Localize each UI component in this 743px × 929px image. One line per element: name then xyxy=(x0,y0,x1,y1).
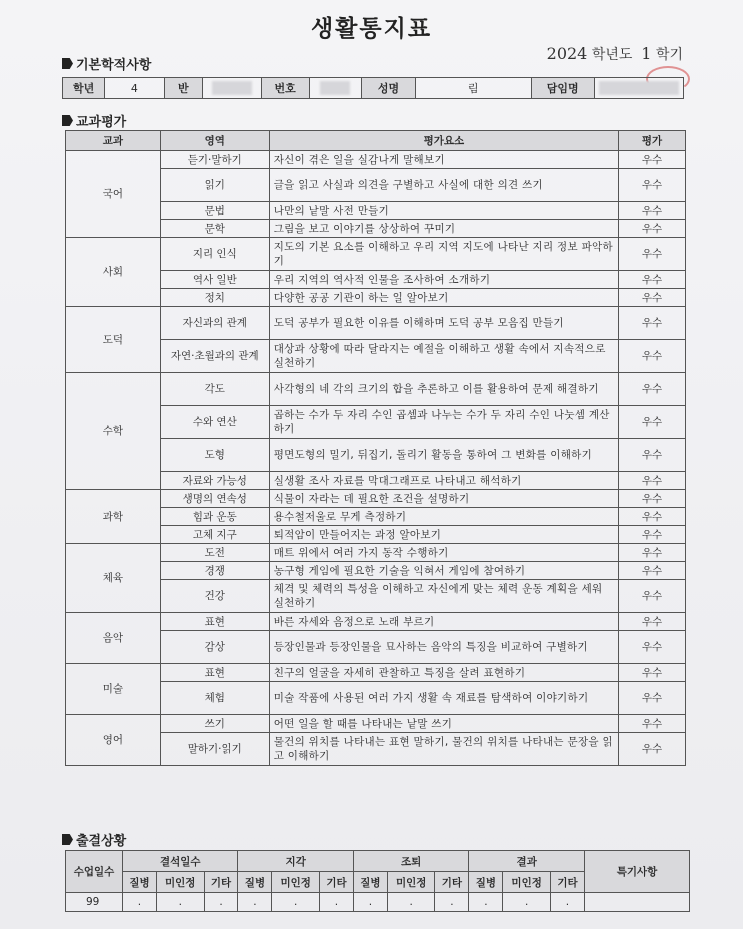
group-late: 지각 xyxy=(238,851,353,872)
subject-cell: 영어 xyxy=(66,715,161,766)
grade-cell: 우수 xyxy=(619,202,686,220)
attendance-subheader: 질병 xyxy=(238,872,272,893)
grade-cell: 우수 xyxy=(619,289,686,307)
area-cell: 자신과의 관계 xyxy=(160,307,269,340)
element-cell: 퇴적암이 만들어지는 과정 알아보기 xyxy=(269,526,618,544)
attendance-subheader: 미인정 xyxy=(272,872,320,893)
grade-cell: 우수 xyxy=(619,340,686,373)
page-title: 생활통지표 xyxy=(310,16,433,42)
grade-cell: 우수 xyxy=(619,526,686,544)
number-value xyxy=(309,78,362,99)
area-cell: 표현 xyxy=(160,613,269,631)
element-cell: 실생활 조사 자료를 막대그래프로 나타내고 해석하기 xyxy=(269,472,618,490)
grade-cell: 우수 xyxy=(619,613,686,631)
area-cell: 건강 xyxy=(160,580,269,613)
attendance-subheader: 미인정 xyxy=(156,872,204,893)
table-row xyxy=(66,715,686,733)
area-cell: 문학 xyxy=(160,220,269,238)
group-absence: 결석일수 xyxy=(123,851,238,872)
attendance-value: . xyxy=(204,893,238,912)
grade-value: 4 xyxy=(105,78,164,99)
attendance-subheader: 미인정 xyxy=(503,872,551,893)
grade-label: 학년 xyxy=(63,78,105,99)
term-semester-label: 학기 xyxy=(655,47,683,63)
subject-cell: 음악 xyxy=(66,613,161,664)
element-cell: 곱하는 수가 두 자리 수인 곱셈과 나누는 수가 두 자리 수인 나눗셈 계산하기 xyxy=(269,406,618,439)
element-cell: 대상과 상황에 따라 달라지는 예절을 이해하고 생활 속에서 지속적으로 실천하기 xyxy=(269,340,618,373)
element-cell: 체격 및 체력의 특성을 이해하고 자신에게 맞는 체력 운동 계획을 세워 실천하기 xyxy=(269,580,618,613)
group-early-leave: 조퇴 xyxy=(353,851,468,872)
col-header-subject: 교과 xyxy=(66,131,161,151)
attendance-subheader: 질병 xyxy=(353,872,387,893)
element-cell: 도덕 공부가 필요한 이유를 이해하며 도덕 공부 모음집 만들기 xyxy=(269,307,618,340)
subject-cell: 체육 xyxy=(66,544,161,613)
table-row xyxy=(66,613,686,631)
term-semester: 1 xyxy=(641,44,652,63)
element-cell: 우리 지역의 역사적 인물을 조사하여 소개하기 xyxy=(269,271,618,289)
area-cell: 말하기·읽기 xyxy=(160,733,269,766)
attendance-value: . xyxy=(238,893,272,912)
grade-cell: 우수 xyxy=(619,169,686,202)
attendance-value: . xyxy=(550,893,584,912)
area-cell: 경쟁 xyxy=(160,562,269,580)
area-cell: 읽기 xyxy=(160,169,269,202)
section-arrow-icon xyxy=(62,58,73,69)
attendance-value: . xyxy=(435,893,469,912)
element-cell: 그림을 보고 이야기를 상상하여 꾸미기 xyxy=(269,220,618,238)
subject-cell: 국어 xyxy=(66,151,161,238)
notes-value xyxy=(585,893,690,912)
attendance-subheader: 기타 xyxy=(204,872,238,893)
element-cell: 미술 작품에 사용된 여러 가지 생활 속 재료를 탐색하여 이야기하기 xyxy=(269,682,618,715)
element-cell: 농구형 게임에 필요한 기술을 익혀서 게임에 참여하기 xyxy=(269,562,618,580)
grade-cell: 우수 xyxy=(619,631,686,664)
name-value-text: 림 xyxy=(467,82,479,95)
name-label: 성명 xyxy=(362,78,416,99)
attendance-values-row xyxy=(66,893,690,912)
area-cell: 표현 xyxy=(160,664,269,682)
attendance-value: . xyxy=(123,893,157,912)
element-cell: 평면도형의 밀기, 뒤집기, 돌리기 활동을 통하여 그 변화를 이해하기 xyxy=(269,439,618,472)
term-line xyxy=(547,44,683,64)
grade-cell: 우수 xyxy=(619,664,686,682)
attendance-value: . xyxy=(469,893,503,912)
term-year: 2024 xyxy=(546,44,588,63)
grade-cell: 우수 xyxy=(619,406,686,439)
attendance-subheader: 미인정 xyxy=(387,872,435,893)
attendance-value: . xyxy=(353,893,387,912)
section-arrow-icon xyxy=(62,115,73,126)
days-label: 수업일수 xyxy=(66,851,123,893)
attendance-subheader: 기타 xyxy=(319,872,353,893)
area-cell: 쓰기 xyxy=(160,715,269,733)
col-header-element: 평가요소 xyxy=(269,131,618,151)
grade-cell: 우수 xyxy=(619,562,686,580)
table-row xyxy=(66,544,686,562)
class-label: 반 xyxy=(164,78,202,99)
element-cell: 사각형의 네 각의 크기의 합을 추론하고 이를 활용하여 문제 해결하기 xyxy=(269,373,618,406)
section-grades-label: 교과평가 xyxy=(76,115,127,130)
subject-cell: 미술 xyxy=(66,664,161,715)
grade-cell: 우수 xyxy=(619,733,686,766)
attendance-subheader: 질병 xyxy=(123,872,157,893)
section-basic xyxy=(62,54,151,73)
area-cell: 도전 xyxy=(160,544,269,562)
element-cell: 매트 위에서 여러 가지 동작 수행하기 xyxy=(269,544,618,562)
area-cell: 힘과 운동 xyxy=(160,508,269,526)
subject-cell: 수학 xyxy=(66,373,161,490)
area-cell: 정치 xyxy=(160,289,269,307)
notes-label: 특기사항 xyxy=(585,851,690,893)
area-cell: 감상 xyxy=(160,631,269,664)
subject-cell: 과학 xyxy=(66,490,161,544)
element-cell: 글을 읽고 사실과 의견을 구별하고 사실에 대한 의견 쓰기 xyxy=(269,169,618,202)
element-cell: 나만의 낱말 사전 만들기 xyxy=(269,202,618,220)
number-label: 번호 xyxy=(261,78,309,99)
area-cell: 역사 일반 xyxy=(160,271,269,289)
area-cell: 지리 인식 xyxy=(160,238,269,271)
grade-cell: 우수 xyxy=(619,472,686,490)
area-cell: 생명의 연속성 xyxy=(160,490,269,508)
grade-cell: 우수 xyxy=(619,307,686,340)
table-row xyxy=(66,238,686,271)
subject-cell: 사회 xyxy=(66,238,161,307)
element-cell: 어떤 일을 할 때를 나타내는 낱말 쓰기 xyxy=(269,715,618,733)
element-cell: 다양한 공공 기관이 하는 일 알아보기 xyxy=(269,289,618,307)
grades-table-body xyxy=(66,151,686,766)
attendance-subheader: 기타 xyxy=(550,872,584,893)
grade-cell: 우수 xyxy=(619,439,686,472)
grades-table xyxy=(65,130,686,766)
name-value xyxy=(415,78,531,99)
group-result: 결과 xyxy=(469,851,585,872)
element-cell: 물건의 위치를 나타내는 표현 말하기, 물건의 위치를 나타내는 문장을 읽고 이해하기 xyxy=(269,733,618,766)
term-year-label: 학년도 xyxy=(591,47,633,63)
grade-cell: 우수 xyxy=(619,715,686,733)
grade-cell: 우수 xyxy=(619,220,686,238)
area-cell: 문법 xyxy=(160,202,269,220)
attendance-subheader: 기타 xyxy=(435,872,469,893)
attendance-subheader: 질병 xyxy=(469,872,503,893)
attendance-value: . xyxy=(503,893,551,912)
section-attendance-label: 출결상황 xyxy=(76,834,127,849)
days-value: 99 xyxy=(66,893,123,912)
table-row xyxy=(66,490,686,508)
grade-cell: 우수 xyxy=(619,271,686,289)
section-arrow-icon xyxy=(62,834,73,845)
grade-cell: 우수 xyxy=(619,580,686,613)
area-cell: 체험 xyxy=(160,682,269,715)
grade-cell: 우수 xyxy=(619,151,686,169)
class-value xyxy=(202,78,261,99)
area-cell: 고체 지구 xyxy=(160,526,269,544)
table-row xyxy=(66,664,686,682)
basic-info-table xyxy=(62,77,684,99)
subject-cell: 도덕 xyxy=(66,307,161,373)
col-header-area: 영역 xyxy=(160,131,269,151)
area-cell: 자료와 가능성 xyxy=(160,472,269,490)
grade-cell: 우수 xyxy=(619,238,686,271)
area-cell: 수와 연산 xyxy=(160,406,269,439)
grade-cell: 우수 xyxy=(619,490,686,508)
attendance-table xyxy=(65,850,690,912)
element-cell: 용수철저울로 무게 측정하기 xyxy=(269,508,618,526)
table-row xyxy=(66,307,686,340)
col-header-grade: 평가 xyxy=(619,131,686,151)
section-basic-label: 기본학적사항 xyxy=(76,58,152,73)
area-cell: 각도 xyxy=(160,373,269,406)
attendance-value: . xyxy=(319,893,353,912)
teacher-value xyxy=(595,78,684,99)
grade-cell: 우수 xyxy=(619,373,686,406)
teacher-label: 담임명 xyxy=(531,78,595,99)
attendance-value: . xyxy=(387,893,435,912)
section-grades xyxy=(62,111,126,130)
area-cell: 자연·초월과의 관계 xyxy=(160,340,269,373)
element-cell: 바른 자세와 음정으로 노래 부르기 xyxy=(269,613,618,631)
grade-cell: 우수 xyxy=(619,682,686,715)
table-row xyxy=(66,151,686,169)
element-cell: 지도의 기본 요소를 이해하고 우리 지역 지도에 나타난 지리 정보 파악하기 xyxy=(269,238,618,271)
section-attendance xyxy=(62,830,126,849)
area-cell: 도형 xyxy=(160,439,269,472)
table-row xyxy=(66,373,686,406)
attendance-value: . xyxy=(156,893,204,912)
grade-cell: 우수 xyxy=(619,508,686,526)
attendance-value: . xyxy=(272,893,320,912)
element-cell: 등장인물과 등장인물을 묘사하는 음악의 특징을 비교하여 구별하기 xyxy=(269,631,618,664)
area-cell: 듣기·말하기 xyxy=(160,151,269,169)
element-cell: 식물이 자라는 데 필요한 조건을 설명하기 xyxy=(269,490,618,508)
grade-cell: 우수 xyxy=(619,544,686,562)
element-cell: 친구의 얼굴을 자세히 관찰하고 특징을 살려 표현하기 xyxy=(269,664,618,682)
element-cell: 자신이 겪은 일을 실감나게 말해보기 xyxy=(269,151,618,169)
